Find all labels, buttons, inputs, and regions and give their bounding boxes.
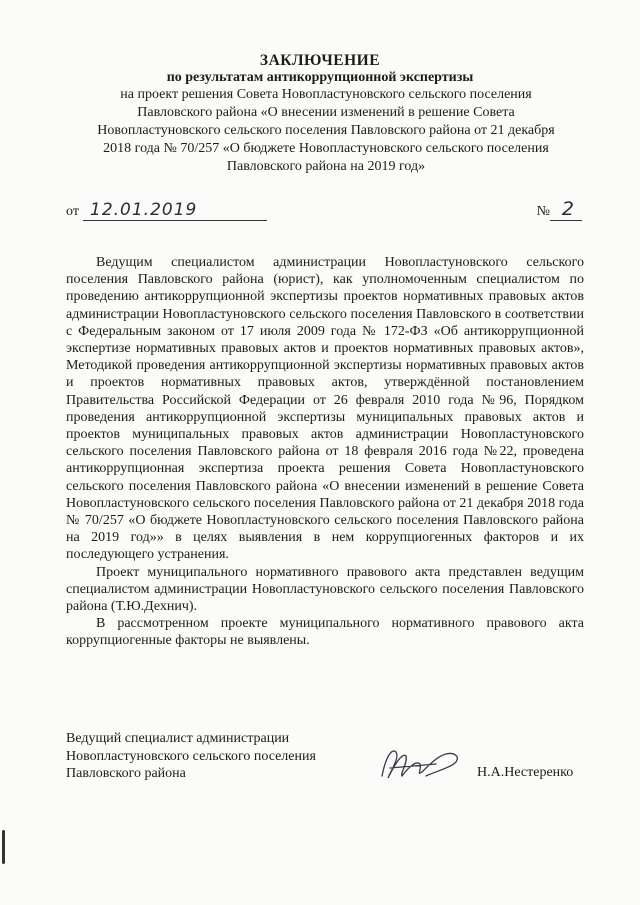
handwritten-number: 2 — [561, 198, 574, 220]
body-paragraph: В рассмотренном проекте муниципального нормативного правового акта коррупциогенные факторы не выявлены. — [66, 616, 584, 649]
date-underline — [83, 220, 267, 221]
document-subject — [70, 86, 582, 176]
number-label: № — [536, 204, 550, 219]
subject-line: Павловского района «О внесении изменений в решение Совета — [137, 105, 515, 120]
subject-line: Новопластуновского сельского поселения Павловского района от 21 декабря — [97, 123, 555, 138]
scan-margin-mark — [2, 830, 5, 864]
position-line: Новопластуновского сельского поселения — [66, 748, 316, 764]
signer-name: Н.А.Нестеренко — [477, 765, 574, 780]
handwritten-signature — [376, 738, 466, 788]
document-body — [66, 254, 584, 650]
position-line: Ведущий специалист администрации — [66, 731, 290, 746]
body-paragraph: Ведущим специалистом администрации Новопластуновского сельского поселения Павловского района (юрист), как уполномоченным специалистом по проведению антикоррупционной экспертизы проектов нормативных правовых актов администрации Новопластуновского сельского поселения Павловского в соответствии с Федеральным законом от 17 июля 2009 года № 172-ФЗ «Об антикоррупционной экспертизе нормативных правовых актов и проектов нормативных правовых актов», Методикой проведения антикоррупционной экспертизы нормативных правовых актов и проектов нормативных правовых актов, утверждённой постановлением Правительства Российской Федерации от 26 февраля 2010 года №96, Порядком проведения антикоррупционной экспертизы муниципальных правовых актов и проектов муниципальных правовых актов администрации Новопластуновского сельского поселения Павловского района от 18 февраля 2016 года №22, проведена антикоррупционная экспертиза проекта решения Совета Новопластуновского сельского поселения Павловского района «О внесении изменений в решение Совета Новопластуновского сельского поселения Павловского района от 21 декабря 2018 года № 70/257 «О бюджете Новопластуновского сельского поселения Павловского района на 2019 год»» в целях выявления в нем коррупциогенных факторов и их последующего устранения. — [66, 255, 584, 563]
date-number-row — [66, 200, 582, 224]
subject-line: Павловского района на 2019 год» — [226, 159, 426, 174]
position-line: Павловского района — [66, 766, 186, 781]
date-label: от — [66, 204, 79, 219]
subject-line: 2018 года № 70/257 «О бюджете Новопластуновского сельского поселения — [103, 141, 549, 156]
signatory-position — [66, 730, 366, 783]
body-paragraph: Проект муниципального нормативного правового акта представлен ведущим специалистом администрации Новопластуновского сельского поселения Павловского района (Т.Ю.Дехнич). — [66, 564, 584, 615]
document-subtitle: по результатам антикоррупционной экспертизы — [166, 70, 474, 85]
handwritten-date: 12.01.2019 — [90, 200, 198, 220]
subject-line: на проект решения Совета Новопластуновского сельского поселения — [120, 87, 532, 102]
document-title: ЗАКЛЮЧЕНИЕ — [259, 52, 381, 69]
number-underline — [550, 220, 582, 221]
